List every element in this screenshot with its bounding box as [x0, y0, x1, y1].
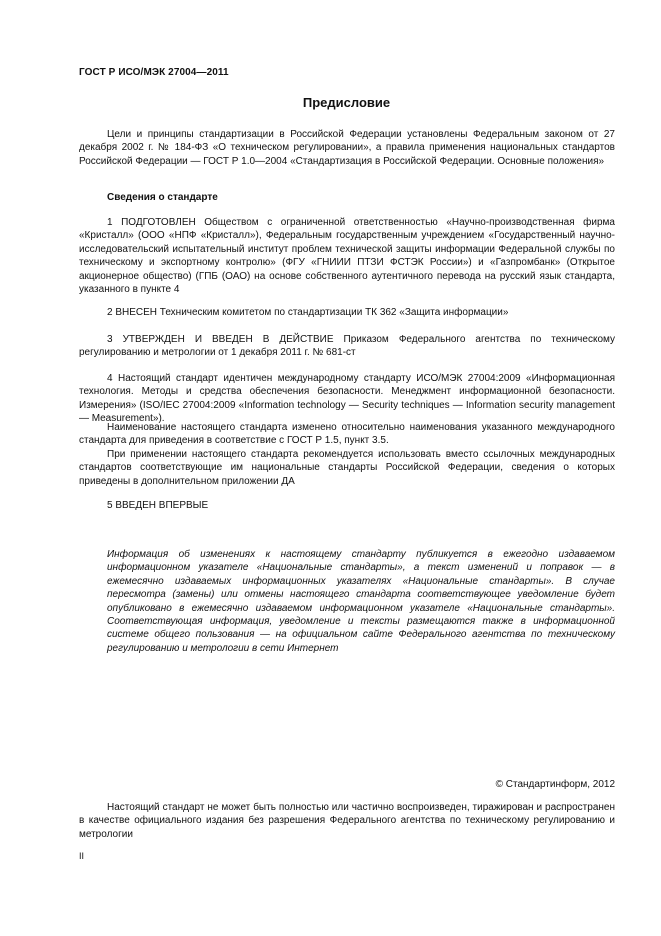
- change-information-notice: Информация об изменениях к настоящему стандарту публикуется в ежегодно издаваемом информационном указателе «Национальные стандарты», а текст изменений и поправок — в ежемесячно издаваемых информационных указателях «Национальные стандарты». В случае пересмотра (замены) или отмены настоящего стандарта соответствующее уведомление будет опубликовано в ежемесячно издаваемом информационном указателе «Национальные стандарты». Соответствующая информация, уведомление и тексты размещаются также в информационной системе общего пользования — на официальном сайте Федерального агентства по техническому регулированию и метрологии в сети Интернет: [107, 549, 615, 654]
- page-number: II: [79, 851, 85, 861]
- standard-code-header: ГОСТ Р ИСО/МЭК 27004—2011: [79, 67, 229, 78]
- reproduction-notice: Настоящий стандарт не может быть полностью или частично воспроизведен, тиражирован и распространен в качестве официального издания без разрешения Федерального агентства по техническому регулированию и метрологии: [79, 802, 615, 840]
- item-4-note-1: Наименование настоящего стандарта изменено относительно наименования указанного международного стандарта для приведения в соответствие с ГОСТ Р 1.5, пункт 3.5.: [79, 422, 615, 447]
- intro-paragraph: Цели и принципы стандартизации в Российской Федерации установлены Федеральным законом от 27 декабря 2002 г. № 184-ФЗ «О техническом регулировании», а правила применения национальных стандартов Российской Федерации — ГОСТ Р 1.0—2004 «Стандартизация в Российской Федерации. Основные положения»: [79, 129, 615, 167]
- page-title: [0, 95, 661, 110]
- item-4-paragraph: 4 Настоящий стандарт идентичен международному стандарту ИСО/МЭК 27004:2009 «Информационная технология. Методы и средства обеспечения безопасности. Менеджмент информационной безопасности. Измерения» (ISO/IEC 27004:2009 «Information technology — Security techniques — Information security management — Measurement»).: [79, 373, 615, 425]
- copyright-line: © Стандартинформ, 2012: [495, 779, 615, 790]
- item-3-paragraph: 3 УТВЕРЖДЕН И ВВЕДЕН В ДЕЙСТВИЕ Приказом Федерального агентства по техническому регулированию и метрологии от 1 декабря 2011 г. № 681-ст: [79, 334, 615, 359]
- item-1-paragraph: 1 ПОДГОТОВЛЕН Обществом с ограниченной ответственностью «Научно-производственная фирма «Кристалл» (ООО «НПФ «Кристалл»), Федеральным государственным учреждением «Государственный научно-исследовательский испытательный институт проблем технической защиты информации Федеральной службы по техническому и экспортному контролю» (ФГУ «ГНИИИ ПТЗИ ФСТЭК России») и «Газпромбанк» (Открытое акционерное общество) (ГПБ (ОАО) на основе собственного аутентичного перевода на русский язык стандарта, указанного в пункте 4: [79, 217, 615, 296]
- item-2-paragraph: 2 ВНЕСЕН Техническим комитетом по стандартизации ТК 362 «Защита информации»: [107, 307, 509, 318]
- page-title-text: Предисловие: [302, 95, 391, 110]
- item-4-note-2: При применении настоящего стандарта рекомендуется использовать вместо ссылочных международных стандартов соответствующие им национальные стандарты Российской Федерации, сведения о которых приведены в дополнительном приложении ДА: [79, 449, 615, 487]
- item-5-paragraph: 5 ВВЕДЕН ВПЕРВЫЕ: [107, 500, 209, 511]
- section-heading: Сведения о стандарте: [107, 192, 218, 203]
